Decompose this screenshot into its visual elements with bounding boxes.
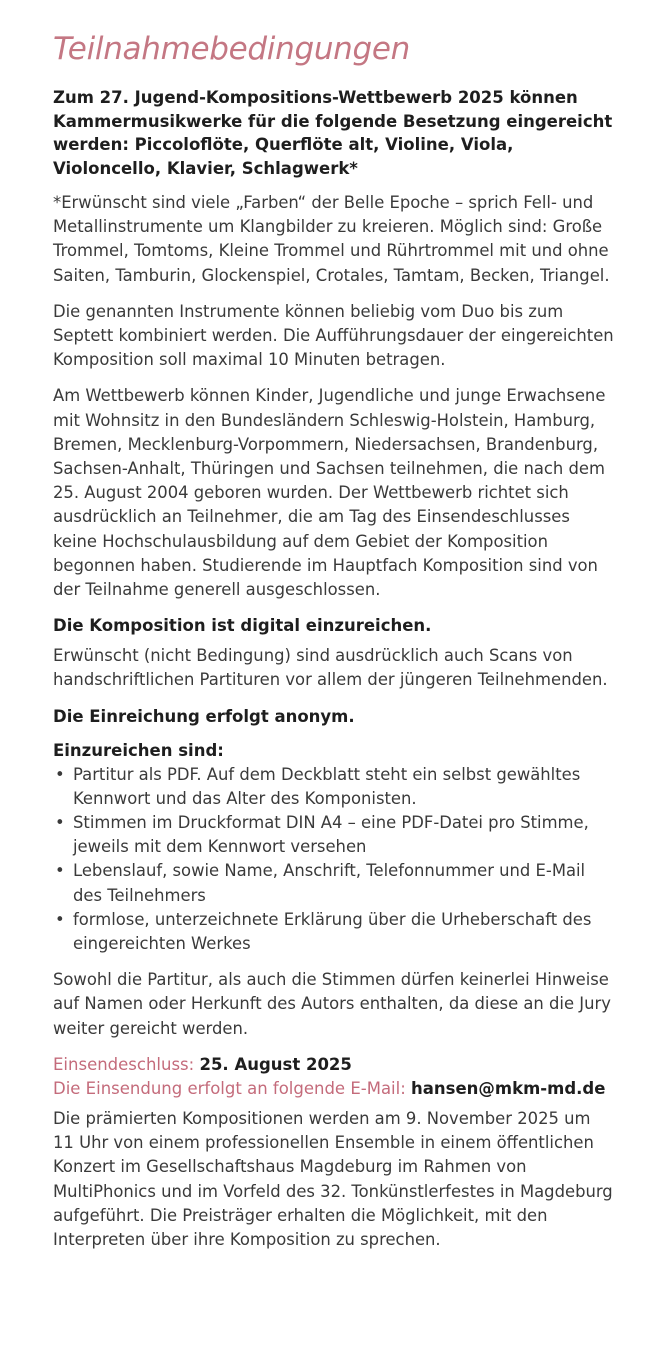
- submit-heading: Einzureichen sind:: [53, 740, 224, 760]
- list-item-text: Lebenslauf, sowie Name, Anschrift, Telefonnummer und E-Mail des Teilnehmers: [73, 861, 586, 905]
- page-title: Teilnahmebedingungen: [53, 31, 411, 67]
- percussion-footnote: *Erwünscht sind viele „Farben“ der Belle Epoche – sprich Fell- und Metallinstrumente um Klangbilder zu kreieren. Möglich sind: Große Trommel, Tomtoms, Kleine Trommel und Rührtrommel mit und ohne Saiten, Tamburin, Glockenspiel, Crotales, Tamtam, Becken, Triangel.: [53, 193, 610, 285]
- performance-paragraph: Die prämierten Kompositionen werden am 9. November 2025 um 11 Uhr von einem professionellen Ensemble in einem öffentlichen Konzert im Gesellschaftshaus Magdeburg im Rahmen von MultiPhonics und im Vorfeld des 32. Tonkünstlerfestes in Magdeburg aufgeführt. Die Preisträger erhalten die Möglichkeit, mit den Interpreten über ihre Komposition zu sprechen.: [53, 1108, 613, 1249]
- deadline-label: Einsendeschluss:: [53, 1054, 195, 1074]
- list-item-text: formlose, unterzeichnete Erklärung über die Urheberschaft des eingereichten Werkes: [73, 909, 592, 954]
- anonymous-heading: Die Einreichung erfolgt anonym.: [53, 706, 355, 726]
- list-item: [53, 859, 615, 907]
- combination-paragraph: Die genannten Instrumente können beliebig vom Duo bis zum Septett kombiniert werden. Die Aufführungsdauer der eingereichten Komposition soll maximal 10 Minuten betragen.: [53, 301, 614, 370]
- list-item-text: Partitur als PDF. Auf dem Deckblatt steht ein selbst gewähltes Kennwort und das Alter des Komponisten.: [73, 764, 581, 808]
- email-link[interactable]: hansen@mkm-md.de: [411, 1078, 606, 1098]
- anonymity-note: Sowohl die Partitur, als auch die Stimmen dürfen keinerlei Hinweise auf Namen oder Herkunft des Autors enthalten, da diese an die Jury weiter gereicht werden.: [53, 970, 611, 1038]
- list-item: [53, 811, 615, 859]
- deadline-value: 25. August 2025: [199, 1054, 352, 1074]
- digital-paragraph: Erwünscht (nicht Bedingung) sind ausdrücklich auch Scans von handschriftlichen Partituren vor allem der jüngeren Teilnehmenden.: [53, 646, 608, 690]
- bullet-icon: •: [55, 909, 65, 929]
- bullet-icon: •: [55, 813, 65, 833]
- email-line: [53, 1077, 615, 1101]
- lead-paragraph: Zum 27. Jugend-Kompositions-Wettbewerb 2025 können Kammermusikwerke für die folgende Besetzung eingereicht werden: Piccoloflöte, Querflöte alt, Violine, Viola, Violoncello, Klavier, Schlagwerk*: [53, 88, 613, 178]
- submit-list: [53, 763, 615, 957]
- email-label: Die Einsendung erfolgt an folgende E-Mail:: [53, 1078, 406, 1098]
- list-item: [53, 908, 615, 956]
- deadline-line: [53, 1053, 615, 1077]
- list-item: [53, 763, 615, 811]
- eligibility-paragraph: Am Wettbewerb können Kinder, Jugendliche und junge Erwachsene mit Wohnsitz in den Bundesländern Schleswig-Holstein, Hamburg, Bremen, Mecklenburg-Vorpommern, Niedersachsen, Brandenburg, Sachsen-Anhalt, Thüringen und Sachsen teilnehmen, die nach dem 25. August 2004 geboren wurden. Der Wettbewerb richtet sich ausdrücklich an Teilnehmer, die am Tag des Einsendeschlusses keine Hochschulausbildung auf dem Gebiet der Komposition begonnen haben. Studierende im Hauptfach Komposition sind von der Teilnahme generell ausgeschlossen.: [53, 386, 606, 600]
- list-item-text: Stimmen im Druckformat DIN A4 – eine PDF-Datei pro Stimme, jeweils mit dem Kennwort versehen: [73, 813, 589, 857]
- digital-heading: Die Komposition ist digital einzureichen.: [53, 616, 432, 636]
- bullet-icon: •: [55, 861, 65, 881]
- bullet-icon: •: [55, 764, 65, 784]
